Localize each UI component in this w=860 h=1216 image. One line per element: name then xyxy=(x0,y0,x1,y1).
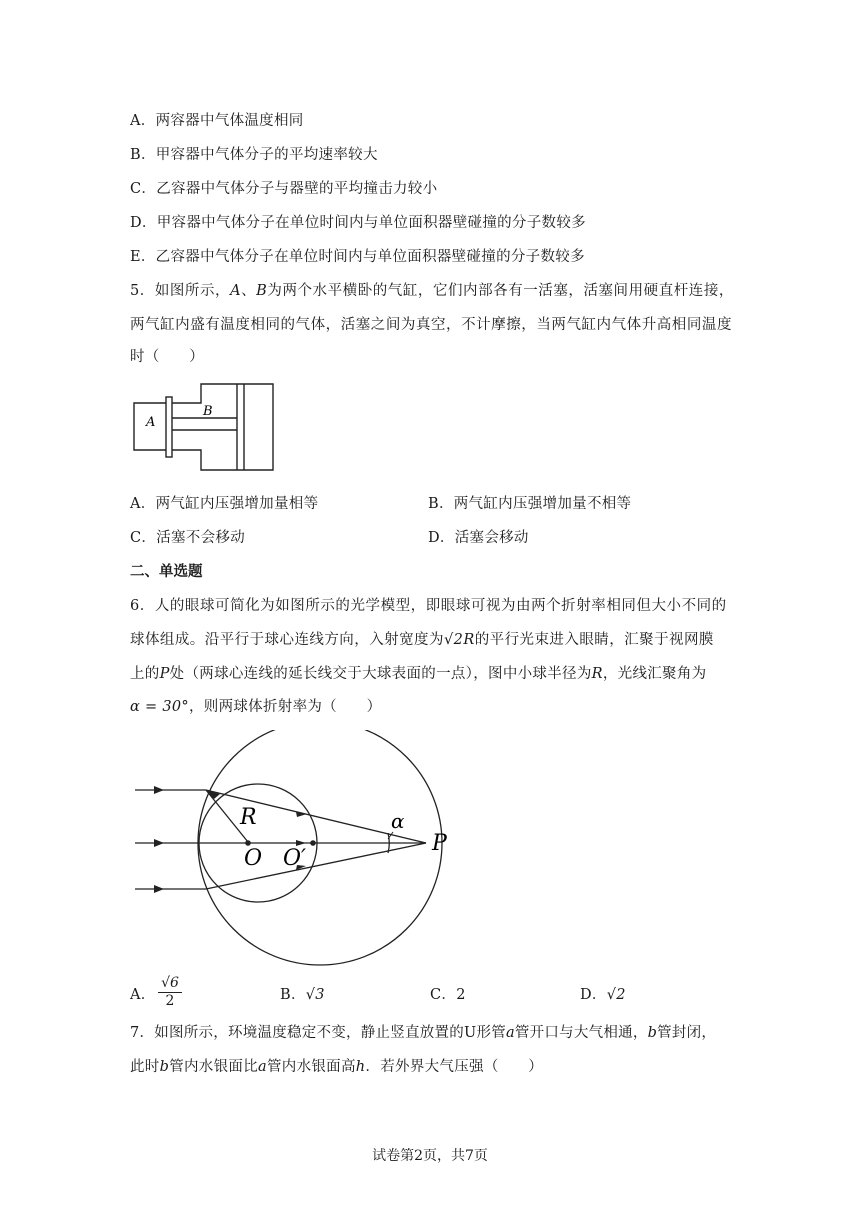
q6-label-o-prime: O′ xyxy=(283,846,307,871)
q6-stem-line4: α = 30°，则两球体折射率为（ ） xyxy=(130,699,382,715)
q5-option-d: D．活塞会移动 xyxy=(428,530,529,546)
q6-stem-line3: 上的P处（两球心连线的延长线交于大球表面的一点），图中小球半径为R，光线汇聚角为 xyxy=(130,666,707,682)
q5-stem-line2: 两气缸内盛有温度相同的气体，活塞之间为真空，不计摩擦，当两气缸内气体升高相同温度 xyxy=(130,317,732,333)
q6-option-a: A． xyxy=(130,987,156,1003)
q5-label-a: A xyxy=(146,415,156,430)
q5-option-c: C．活塞不会移动 xyxy=(130,530,245,546)
q6-option-c: C．2 xyxy=(430,987,466,1003)
page-footer: 试卷第2页，共7页 xyxy=(372,1148,488,1164)
q6-label-p: P xyxy=(432,831,447,856)
q5-option-a: A．两气缸内压强增加量相等 xyxy=(130,496,319,512)
q5-label-b: B xyxy=(203,404,213,419)
q6-label-alpha: α xyxy=(391,809,405,833)
q6-option-b: B．√3 xyxy=(280,987,325,1003)
q4-option-c: C．乙容器中气体分子与器壁的平均撞击力较小 xyxy=(130,181,438,197)
q5-option-b: B．两气缸内压强增加量不相等 xyxy=(428,496,632,512)
q4-option-b: B．甲容器中气体分子的平均速率较大 xyxy=(130,147,378,163)
q6-label-o: O xyxy=(244,846,263,871)
q5-stem-line1: 5．如图所示，A、B为两个水平横卧的气缸，它们内部各有一活塞，活塞间用硬直杆连接， xyxy=(130,283,734,299)
q5-stem-line3: 时（ ） xyxy=(130,349,204,365)
q6-option-a-fraction: √6 2 xyxy=(158,975,182,1010)
q6-stem-line1: 6．人的眼球可简化为如图所示的光学模型，即眼球可视为由两个折射率相同但大小不同的 xyxy=(130,598,727,614)
q6-stem-line2: 球体组成。沿平行于球心连线方向，入射宽度为√2R的平行光束进入眼睛，汇聚于视网膜 xyxy=(130,632,714,648)
q4-option-e: E．乙容器中气体分子在单位时间内与单位面积器壁碰撞的分子数较多 xyxy=(130,249,585,265)
q5-cylinder-figure xyxy=(133,380,278,475)
section-title: 二、单选题 xyxy=(130,563,203,580)
q7-stem-line1: 7．如图所示，环境温度稳定不变，静止竖直放置的U形管a管开口与大气相通，b管封闭， xyxy=(130,1025,717,1041)
q6-label-r: R xyxy=(240,805,257,830)
q4-option-a: A．两容器中气体温度相同 xyxy=(130,113,304,129)
q7-stem-line2: 此时b管内水银面比a管内水银面高h．若外界大气压强（ ） xyxy=(130,1059,544,1075)
q6-option-d: D．√2 xyxy=(580,987,626,1003)
q4-option-d: D．甲容器中气体分子在单位时间内与单位面积器壁碰撞的分子数较多 xyxy=(130,215,586,231)
q6-eye-model-figure xyxy=(130,730,470,970)
